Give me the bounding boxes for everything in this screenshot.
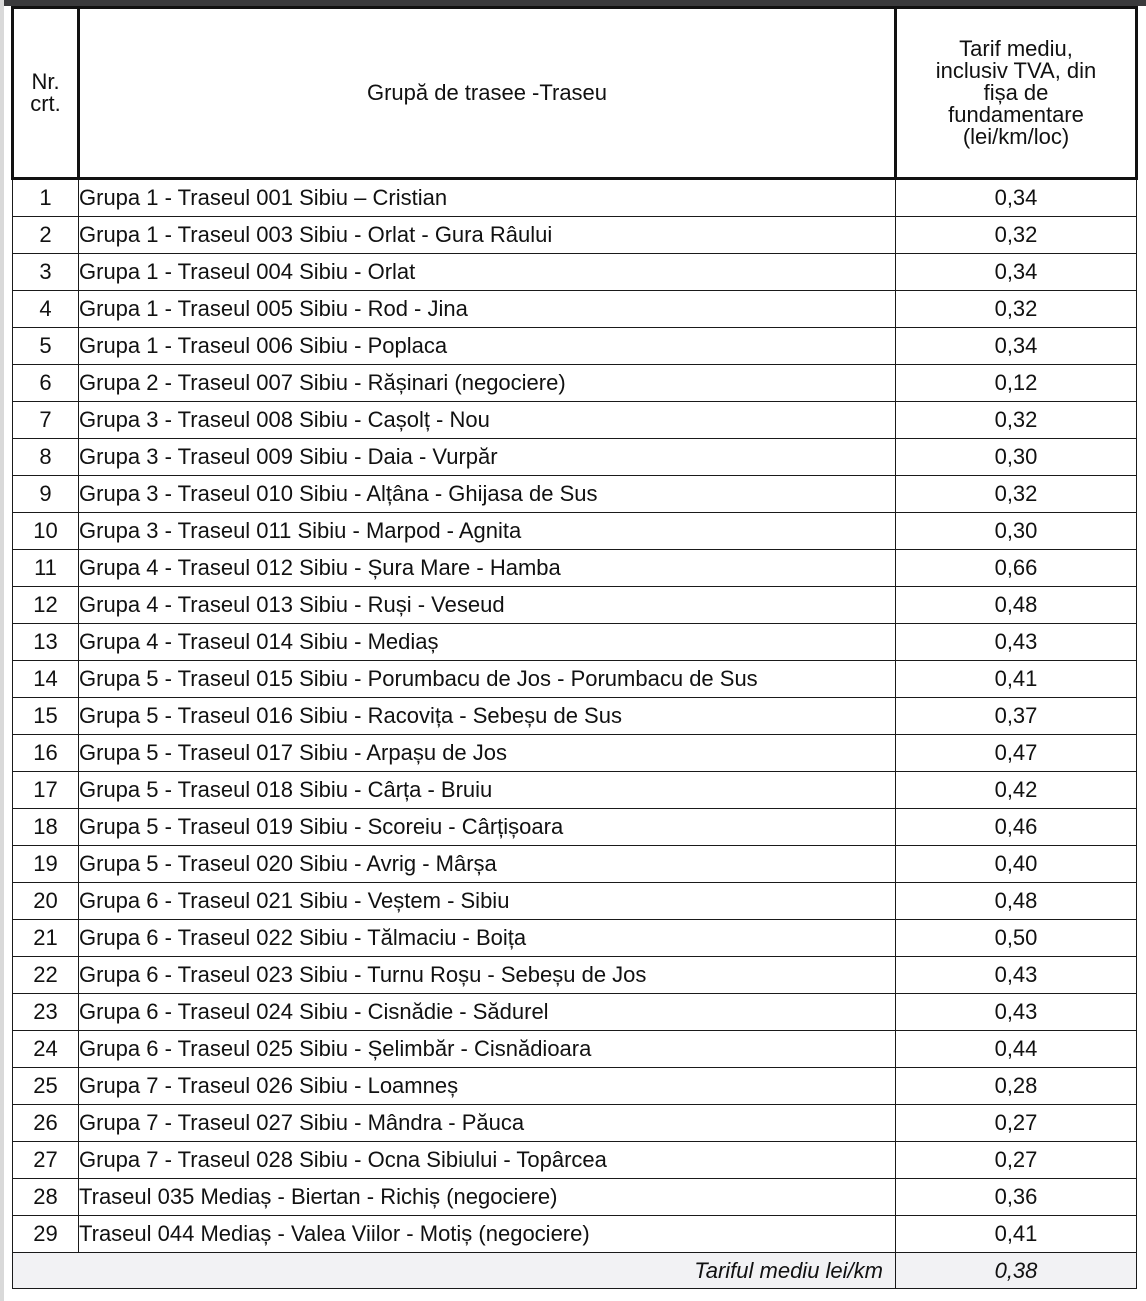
tariff-cell: 0,30 xyxy=(896,513,1137,550)
table-row xyxy=(13,179,1137,217)
row-number-cell: 7 xyxy=(13,402,79,439)
tariff-cell: 0,32 xyxy=(896,476,1137,513)
row-number-cell: 27 xyxy=(13,1142,79,1179)
tariff-cell: 0,32 xyxy=(896,402,1137,439)
route-cell: Grupa 1 - Traseul 004 Sibiu - Orlat xyxy=(79,254,896,291)
tariff-cell: 0,43 xyxy=(896,957,1137,994)
row-number-cell: 11 xyxy=(13,550,79,587)
tariff-cell: 0,34 xyxy=(896,254,1137,291)
route-cell: Grupa 4 - Traseul 014 Sibiu - Mediaș xyxy=(79,624,896,661)
route-cell: Grupa 7 - Traseul 026 Sibiu - Loamneș xyxy=(79,1068,896,1105)
table-row xyxy=(13,217,1137,254)
row-number-cell: 18 xyxy=(13,809,79,846)
row-number-cell: 28 xyxy=(13,1179,79,1216)
route-cell: Grupa 1 - Traseul 006 Sibiu - Poplaca xyxy=(79,328,896,365)
tariff-cell: 0,46 xyxy=(896,809,1137,846)
row-number-cell: 23 xyxy=(13,994,79,1031)
row-number-cell: 17 xyxy=(13,772,79,809)
tariff-table xyxy=(11,6,1138,1289)
tariff-cell: 0,34 xyxy=(896,179,1137,217)
route-cell: Grupa 6 - Traseul 023 Sibiu - Turnu Roșu - Sebeșu de Jos xyxy=(79,957,896,994)
route-cell: Grupa 7 - Traseul 027 Sibiu - Mândra - Păuca xyxy=(79,1105,896,1142)
table-header xyxy=(13,8,1137,179)
route-cell: Grupa 5 - Traseul 018 Sibiu - Cârța - Bruiu xyxy=(79,772,896,809)
tariff-cell: 0,66 xyxy=(896,550,1137,587)
tariff-cell: 0,50 xyxy=(896,920,1137,957)
table-footer xyxy=(13,1253,1137,1289)
row-number-cell: 8 xyxy=(13,439,79,476)
table-row xyxy=(13,957,1137,994)
left-frame-edge xyxy=(0,0,4,1301)
tariff-cell: 0,12 xyxy=(896,365,1137,402)
table-row xyxy=(13,772,1137,809)
average-tariff-label: Tariful mediu lei/km xyxy=(13,1253,896,1289)
tariff-cell: 0,43 xyxy=(896,624,1137,661)
row-number-cell: 10 xyxy=(13,513,79,550)
table-row xyxy=(13,476,1137,513)
row-number-cell: 9 xyxy=(13,476,79,513)
table-row xyxy=(13,1031,1137,1068)
tariff-cell: 0,37 xyxy=(896,698,1137,735)
table-row xyxy=(13,402,1137,439)
tariff-cell: 0,28 xyxy=(896,1068,1137,1105)
route-cell: Grupa 5 - Traseul 016 Sibiu - Racovița - Sebeșu de Sus xyxy=(79,698,896,735)
header-tariff-line: fundamentare xyxy=(948,102,1084,127)
table-row xyxy=(13,1068,1137,1105)
table-row xyxy=(13,661,1137,698)
route-cell: Grupa 1 - Traseul 005 Sibiu - Rod - Jina xyxy=(79,291,896,328)
row-number-cell: 26 xyxy=(13,1105,79,1142)
row-number-cell: 6 xyxy=(13,365,79,402)
row-number-cell: 4 xyxy=(13,291,79,328)
row-number-cell: 12 xyxy=(13,587,79,624)
row-number-cell: 21 xyxy=(13,920,79,957)
route-cell: Grupa 5 - Traseul 019 Sibiu - Scoreiu - Cârțișoara xyxy=(79,809,896,846)
row-number-cell: 16 xyxy=(13,735,79,772)
table-row xyxy=(13,698,1137,735)
row-number-cell: 22 xyxy=(13,957,79,994)
table-row xyxy=(13,254,1137,291)
table-row xyxy=(13,846,1137,883)
table-row xyxy=(13,809,1137,846)
table-row xyxy=(13,291,1137,328)
row-number-cell: 2 xyxy=(13,217,79,254)
tariff-cell: 0,32 xyxy=(896,291,1137,328)
row-number-cell: 1 xyxy=(13,179,79,217)
tariff-cell: 0,27 xyxy=(896,1105,1137,1142)
table-row xyxy=(13,587,1137,624)
route-cell: Grupa 5 - Traseul 017 Sibiu - Arpașu de Jos xyxy=(79,735,896,772)
tariff-cell: 0,48 xyxy=(896,587,1137,624)
table-row xyxy=(13,735,1137,772)
header-tariff-line: fișa de xyxy=(983,80,1049,105)
route-cell: Grupa 2 - Traseul 007 Sibiu - Rășinari (negociere) xyxy=(79,365,896,402)
route-cell: Grupa 6 - Traseul 021 Sibiu - Veștem - Sibiu xyxy=(79,883,896,920)
header-average-tariff xyxy=(896,8,1137,179)
row-number-cell: 29 xyxy=(13,1216,79,1253)
table-row xyxy=(13,365,1137,402)
route-cell: Grupa 4 - Traseul 013 Sibiu - Ruși - Veseud xyxy=(79,587,896,624)
row-number-cell: 3 xyxy=(13,254,79,291)
tariff-cell: 0,48 xyxy=(896,883,1137,920)
tariff-cell: 0,42 xyxy=(896,772,1137,809)
tariff-cell: 0,41 xyxy=(896,661,1137,698)
tariff-cell: 0,32 xyxy=(896,217,1137,254)
table-row xyxy=(13,920,1137,957)
table-row xyxy=(13,1105,1137,1142)
row-number-cell: 25 xyxy=(13,1068,79,1105)
tariff-cell: 0,36 xyxy=(896,1179,1137,1216)
tariff-cell: 0,47 xyxy=(896,735,1137,772)
header-route-group: Grupă de trasee -Traseu xyxy=(79,8,896,179)
route-cell: Grupa 3 - Traseul 009 Sibiu - Daia - Vurpăr xyxy=(79,439,896,476)
row-number-cell: 5 xyxy=(13,328,79,365)
header-tariff-line: (lei/km/loc) xyxy=(962,124,1070,149)
header-tariff-line: inclusiv TVA, din xyxy=(935,58,1097,83)
tariff-cell: 0,41 xyxy=(896,1216,1137,1253)
route-cell: Grupa 4 - Traseul 012 Sibiu - Șura Mare - Hamba xyxy=(79,550,896,587)
tariff-cell: 0,30 xyxy=(896,439,1137,476)
table-row xyxy=(13,624,1137,661)
row-number-cell: 20 xyxy=(13,883,79,920)
route-cell: Grupa 5 - Traseul 020 Sibiu - Avrig - Mârșa xyxy=(79,846,896,883)
table-row xyxy=(13,513,1137,550)
footer-row xyxy=(13,1253,1137,1289)
tariff-cell: 0,34 xyxy=(896,328,1137,365)
route-cell: Grupa 3 - Traseul 011 Sibiu - Marpod - Agnita xyxy=(79,513,896,550)
table-body xyxy=(13,179,1137,1253)
table-row xyxy=(13,550,1137,587)
route-cell: Grupa 3 - Traseul 008 Sibiu - Cașolț - Nou xyxy=(79,402,896,439)
table-row xyxy=(13,439,1137,476)
table-row xyxy=(13,883,1137,920)
header-row xyxy=(13,8,1137,179)
route-cell: Grupa 5 - Traseul 015 Sibiu - Porumbacu de Jos - Porumbacu de Sus xyxy=(79,661,896,698)
route-cell: Grupa 3 - Traseul 010 Sibiu - Alțâna - Ghijasa de Sus xyxy=(79,476,896,513)
table-row xyxy=(13,994,1137,1031)
route-cell: Traseul 035 Mediaș - Biertan - Richiș (negociere) xyxy=(79,1179,896,1216)
row-number-cell: 13 xyxy=(13,624,79,661)
header-nr-line: crt. xyxy=(30,91,61,116)
tariff-cell: 0,44 xyxy=(896,1031,1137,1068)
route-cell: Grupa 6 - Traseul 025 Sibiu - Șelimbăr - Cisnădioara xyxy=(79,1031,896,1068)
route-cell: Traseul 044 Mediaș - Valea Viilor - Motiș (negociere) xyxy=(79,1216,896,1253)
route-cell: Grupa 1 - Traseul 003 Sibiu - Orlat - Gura Râului xyxy=(79,217,896,254)
row-number-cell: 15 xyxy=(13,698,79,735)
route-cell: Grupa 6 - Traseul 022 Sibiu - Tălmaciu - Boița xyxy=(79,920,896,957)
header-nr-line: Nr. xyxy=(31,69,60,94)
row-number-cell: 24 xyxy=(13,1031,79,1068)
header-tariff-line: Tarif mediu, xyxy=(959,36,1073,61)
route-cell: Grupa 1 - Traseul 001 Sibiu – Cristian xyxy=(79,179,896,217)
tariff-cell: 0,27 xyxy=(896,1142,1137,1179)
route-cell: Grupa 7 - Traseul 028 Sibiu - Ocna Sibiului - Topârcea xyxy=(79,1142,896,1179)
table-row xyxy=(13,328,1137,365)
row-number-cell: 14 xyxy=(13,661,79,698)
table-row xyxy=(13,1142,1137,1179)
tariff-cell: 0,43 xyxy=(896,994,1137,1031)
table-row xyxy=(13,1179,1137,1216)
table-row xyxy=(13,1216,1137,1253)
tariff-cell: 0,40 xyxy=(896,846,1137,883)
header-nr-crt xyxy=(13,8,79,179)
average-tariff-value: 0,38 xyxy=(896,1253,1137,1289)
route-cell: Grupa 6 - Traseul 024 Sibiu - Cisnădie - Sădurel xyxy=(79,994,896,1031)
row-number-cell: 19 xyxy=(13,846,79,883)
